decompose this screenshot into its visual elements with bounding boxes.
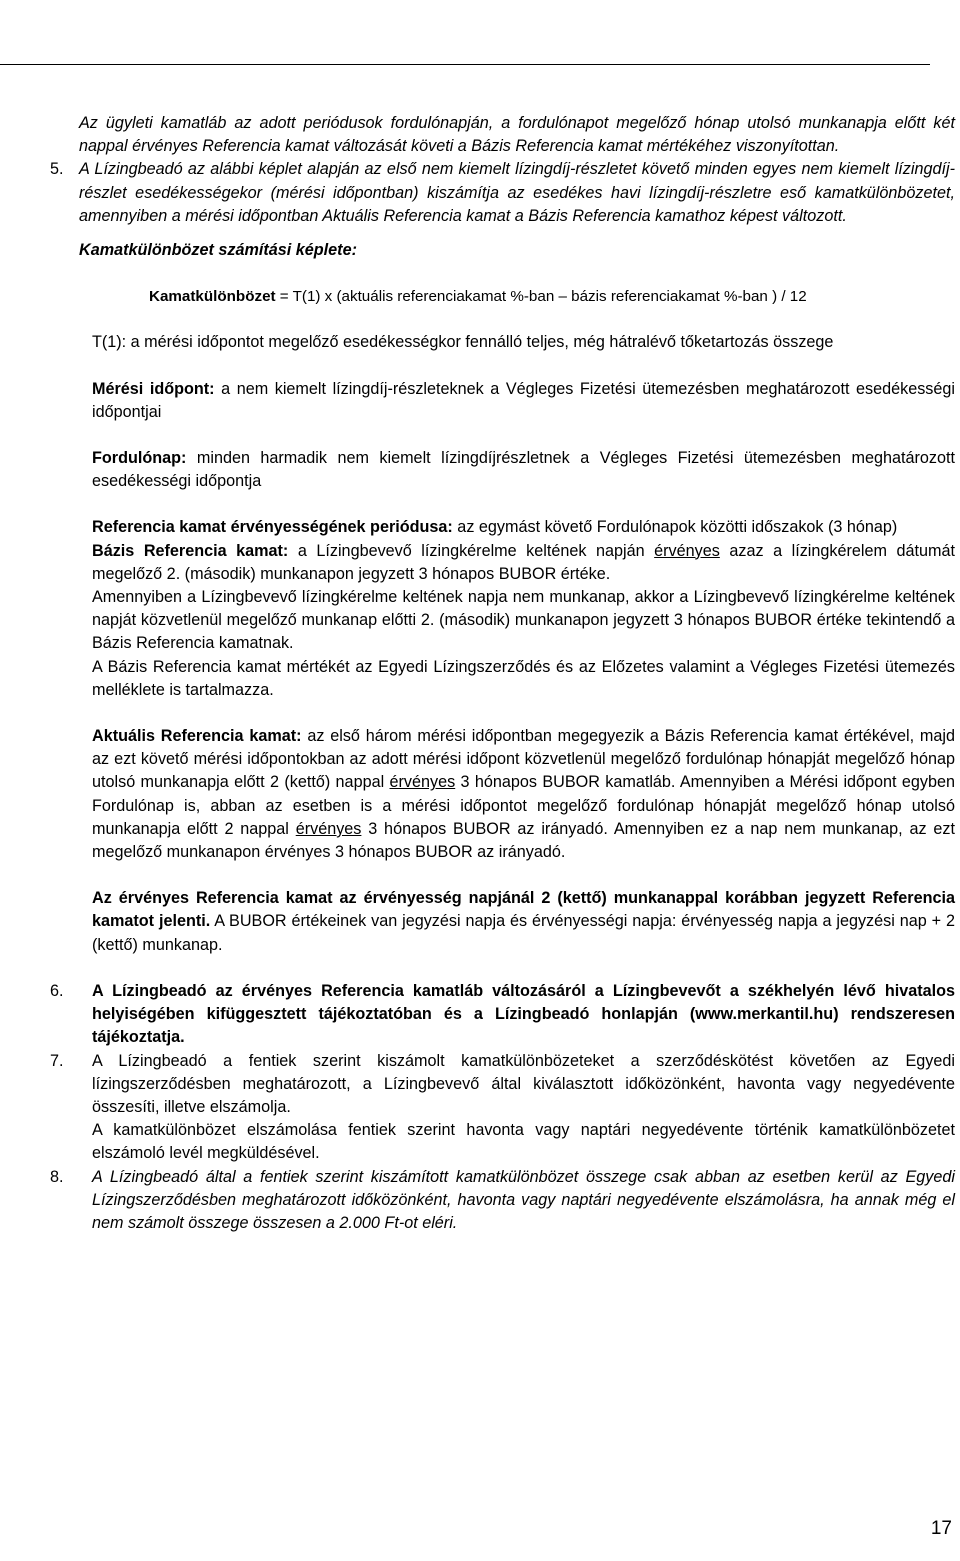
list-item-6	[50, 980, 955, 1050]
list-number: 8.	[50, 1167, 64, 1186]
header-date: 2015. február 01.	[787, 2, 917, 21]
formula-rhs: = T(1) x (aktuális referenciakamat %-ban – bázis referenciakamat %-ban ) / 12	[275, 288, 807, 306]
fordulo-label: Fordulónap:	[92, 449, 187, 468]
list-number: 6.	[50, 981, 64, 1000]
bazis-underlined: érvényes	[654, 541, 720, 560]
fordulo-text: minden harmadik nem kiemelt lízingdíjrészletnek a Végleges Fizetési ütemezésben meghatározott esedékességi időpontja	[92, 449, 955, 491]
list-item-8	[50, 1166, 955, 1236]
document-body	[50, 112, 956, 1235]
header-title: Gépjármű zártvégű pénzügyi lízing	[8, 2, 270, 21]
fordulo-definition	[92, 447, 955, 493]
amennyiben-paragraph: Amennyiben a Lízingbevevő lízingkérelme keltének napja nem munkanap, akkor a Lízingbevevő lízingkérelme keltének napját közvetlenül megelőző munkanap előtti 2. (második) munkanapon jegyzett 3 hónapos BUBOR értéke tekintendő a Bázis Referencia kamatnak.	[92, 588, 955, 653]
aktualis-underlined-1: érvényes	[389, 773, 456, 792]
aktualis-text-2: 3 hónapos BUBOR kamatláb. Amennyiben a Mérési időpont egyben Fordulónap is, abban az esetben is a mérési időpontot megelőző fordulónap hónapját megelőző hónap utolsó munkanapja előtt 2 nappal	[92, 773, 955, 838]
bazis-text: a Lízingbevevő lízingkérelme keltének napján	[288, 541, 655, 560]
bazis-text-2: azaz a lízingkérelem dátumát megelőző 2. (második) munkanapon jegyzett 3 hónapos BUBOR értéke.	[92, 541, 955, 583]
bazis-melleklet-paragraph: A Bázis Referencia kamat mértékét az Egyedi Lízingszerződés és az Előzetes valamint a Végleges Fizetési ütemezés melléklete is tartalmazza.	[92, 657, 955, 699]
meresi-definition	[92, 378, 955, 424]
formula-lhs: Kamatkülönbözet	[149, 288, 276, 306]
list-item-text: A Lízingbeadó az alábbi képlet alapján az első nem kiemelt lízingdíj-részletet követő minden egyes nem kiemelt lízingdíj-részlet esedékességekor (mérési időpontban) kiszámítja az esedékes havi lízingdíj-részletre eső kamatkülönbözetet, amennyiben a mérési időpontban Aktuális Referencia kamat a Bázis Referencia kamathoz képest változott.	[79, 160, 955, 225]
bazis-label: Bázis Referencia kamat:	[92, 541, 289, 560]
list-item-text: A Lízingbeadó az érvényes Referencia kamatláb változásáról a Lízingbevevőt a székhelyén lévő hivatalos helyiségében kifüggesztett tájékoztatóban és a Lízingbeadó honlapján (www.merkantil.hu) rendszeresen tájékoztatja.	[92, 981, 955, 1047]
list-item-text: A Lízingbeadó a fentiek szerint kiszámolt kamatkülönbözeteket a szerződéskötést követően az Egyedi lízingszerződésben meghatározott, a Lízingbevevő által kiválasztott időközönként, havonta vagy negyedévente összesíti, illetve elszámolja.	[92, 1051, 955, 1116]
header-company: Merkantil Bank Zrt.	[8, 25, 151, 44]
list-number: 7.	[50, 1051, 64, 1070]
ref-period-definition	[92, 516, 955, 539]
page-number: 17	[930, 1518, 952, 1539]
intro-paragraph: Az ügyleti kamatláb az adott periódusok fordulónapján, a fordulónapot megelőző hónap utolsó munkanapja előtt két nappal érvényes Referencia kamat változását követi a Bázis Referencia kamat mértékéhez viszonyítottan.	[79, 114, 955, 156]
list-item-text-2: A kamatkülönbözet elszámolása fentiek szerint havonta vagy naptári negyedévente történik kamatkülönbözetet elszámoló levél megküldésével.	[92, 1121, 955, 1163]
aktualis-definition	[92, 725, 955, 864]
meresi-text: a nem kiemelt lízingdíj-részleteknek a Végleges Fizetési ütemezésben meghatározott esedékességi időpontjai	[92, 379, 955, 421]
formula-title: Kamatkülönbözet számítási képlete:	[79, 241, 357, 260]
ref-period-label: Referencia kamat érvényességének periódusa:	[92, 518, 453, 537]
list-number: 5.	[50, 160, 64, 179]
header-rule	[0, 64, 930, 65]
list-item-5	[50, 158, 955, 228]
aktualis-text-3: 3 hónapos BUBOR az irányadó. Amennyiben ez a nap nem munkanap, az ezt megelőző munkanapon érvényes 3 hónapos BUBOR az irányadó.	[92, 819, 955, 862]
ervenyes-text: A BUBOR értékeinek van jegyzési napja és érvényességi napja: érvényesség napja a jegyzési nap + 2 (kettő) munkanap.	[92, 912, 956, 954]
meresi-label: Mérési időpont:	[92, 379, 215, 398]
aktualis-label: Aktuális Referencia kamat:	[92, 727, 302, 746]
ref-period-text: az egymást követő Fordulónapok közötti időszakok (3 hónap)	[452, 518, 898, 537]
ervenyes-bold: Az érvényes Referencia kamat az érvényesség napjánál 2 (kettő) munkanappal korábban jegyzett Referencia kamatot jelenti.	[92, 889, 955, 931]
t1-definition: T(1): a mérési időpontot megelőző esedékességkor fennálló teljes, még hátralévő tőketartozás összege	[92, 333, 834, 352]
bazis-definition	[92, 540, 955, 586]
formula	[149, 285, 955, 308]
list-item-text: A Lízingbeadó által a fentiek szerint kiszámított kamatkülönbözet összege csak abban az esetben kerül az Egyedi Lízingszerződésben meghatározott időközönként, havonta vagy naptári negyedévente elszámolásra, ha annak még el nem számolt összege összesen a 2.000 Ft-ot eléri.	[92, 1167, 955, 1232]
definitions	[92, 331, 955, 956]
list-item-7	[50, 1050, 955, 1166]
aktualis-text-1: az első három mérési időpontban megegyezik a Bázis Referencia kamat értékével, majd az ezt követő mérési időpontokban az adott mérési időpont közvetlenül megelőző fordulónap hónapját megelőző hónap utolsó munkanapja előtt 2 (kettő) nappal	[92, 727, 956, 792]
aktualis-underlined-2: érvényes	[295, 819, 362, 838]
ervenyes-paragraph	[92, 887, 955, 957]
